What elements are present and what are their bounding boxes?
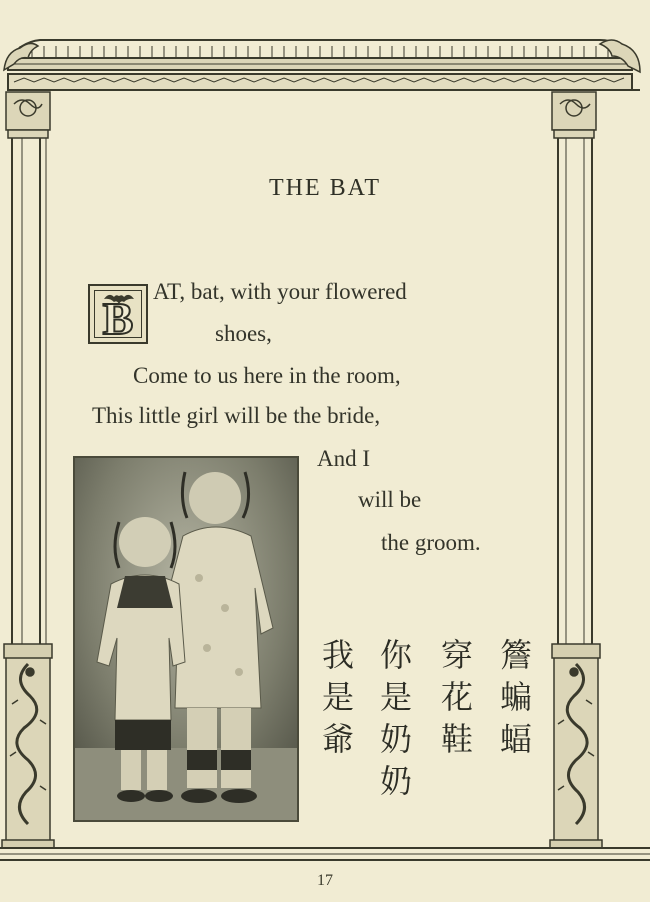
photo-two-children-icon: [75, 458, 297, 820]
poem-line-7: the groom.: [381, 530, 481, 555]
poem-line-5: And I: [317, 446, 371, 471]
poem-line-4: This little girl will be the bride,: [92, 403, 381, 428]
chinese-column-2: 穿花鞋: [440, 636, 473, 758]
chinese-column-4: 我是爺: [321, 636, 354, 758]
roof-beam-ornament: [6, 40, 640, 90]
poem-title: THE BAT: [269, 175, 381, 201]
left-capital: [6, 92, 50, 138]
page-number: 17: [317, 872, 333, 889]
drop-cap-ornament: [88, 284, 148, 344]
chinese-column-3: 你是奶奶: [379, 636, 412, 800]
children-photograph: [73, 456, 299, 822]
poem-line-2: shoes,: [215, 321, 272, 346]
right-capital: [552, 92, 596, 138]
poem-line-1: AT, bat, with your flowered: [153, 279, 407, 304]
right-dragon-panel-icon: [550, 644, 602, 848]
chinese-column-1: 簷蝙蝠: [499, 636, 532, 758]
poem-line-6: will be: [358, 487, 422, 512]
drop-cap-letter: B: [102, 293, 134, 344]
base-rail: [0, 848, 650, 860]
poem-line-3: Come to us here in the room,: [133, 363, 401, 388]
left-dragon-panel-icon: [2, 644, 54, 848]
